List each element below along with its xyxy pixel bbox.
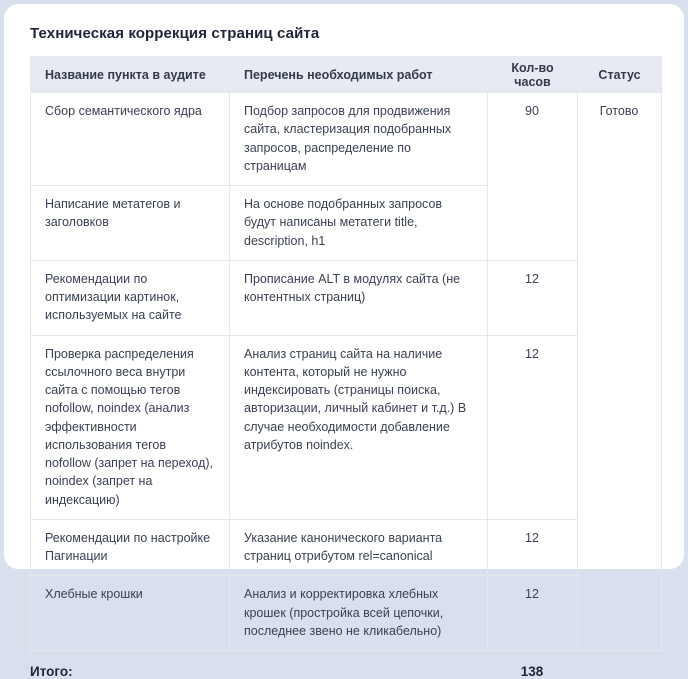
total-label: Итого: xyxy=(30,664,73,679)
hours-cell: 12 xyxy=(488,519,578,576)
hours-cell: 12 xyxy=(488,335,578,519)
page-title: Техническая коррекция страниц сайта xyxy=(30,25,320,42)
works-cell: Анализ страниц сайта на наличие контента, который не нужно индексировать (страницы поиска, авторизации, личный кабинет и т.д.) В случае необходимости добавление атрибутов noindex. xyxy=(230,335,488,519)
hours-cell: 12 xyxy=(488,260,578,335)
hours-cell: 90 xyxy=(488,93,578,261)
audit-table xyxy=(30,56,662,651)
status-cell: Готово xyxy=(578,93,662,651)
total-row xyxy=(30,664,661,679)
audit-item-cell: Проверка распределения ссылочного веса внутри сайта с помощью тегов nofollow, noindex (анализ эффективности использования тегов nofollow (запрет на переход), noindex (запрет на индексацию) xyxy=(31,335,230,519)
table-header xyxy=(31,57,662,93)
hours-cell: 12 xyxy=(488,576,578,651)
header-row xyxy=(31,57,662,93)
works-cell: Прописание ALT в модулях сайта (не контентных страниц) xyxy=(230,260,488,335)
total-hours-value: 138 xyxy=(520,664,544,679)
works-cell: Подбор запросов для продвижения сайта, кластеризация подобранных запросов, распределение по страницам xyxy=(230,93,488,186)
audit-item-cell: Хлебные крошки xyxy=(31,576,230,651)
table-row xyxy=(31,93,662,186)
table-row xyxy=(31,576,662,651)
works-cell: На основе подобранных запросов будут написаны метатеги title, description, h1 xyxy=(230,186,488,261)
report-card xyxy=(4,4,684,679)
column-header-hours: Кол-во часов xyxy=(488,57,578,93)
audit-item-cell: Рекомендации по оптимизации картинок, используемых на сайте xyxy=(31,260,230,335)
table-body xyxy=(31,93,662,651)
column-header-works: Перечень необходимых работ xyxy=(230,57,488,93)
works-cell: Анализ и корректировка хлебных крошек (простройка всей цепочки, последнее звено не кликабельно) xyxy=(230,576,488,651)
table-row xyxy=(31,519,662,576)
table-row xyxy=(31,260,662,335)
column-header-status: Статус xyxy=(578,57,662,93)
audit-item-cell: Рекомендации по настройке Пагинации xyxy=(31,519,230,576)
works-cell: Указание канонического варианта страниц отрибутом rel=canonical xyxy=(230,519,488,576)
audit-item-cell: Написание метатегов и заголовков xyxy=(31,186,230,261)
column-header-audit-item: Название пункта в аудите xyxy=(31,57,230,93)
audit-item-cell: Сбор семантического ядра xyxy=(31,93,230,186)
table-row xyxy=(31,335,662,519)
